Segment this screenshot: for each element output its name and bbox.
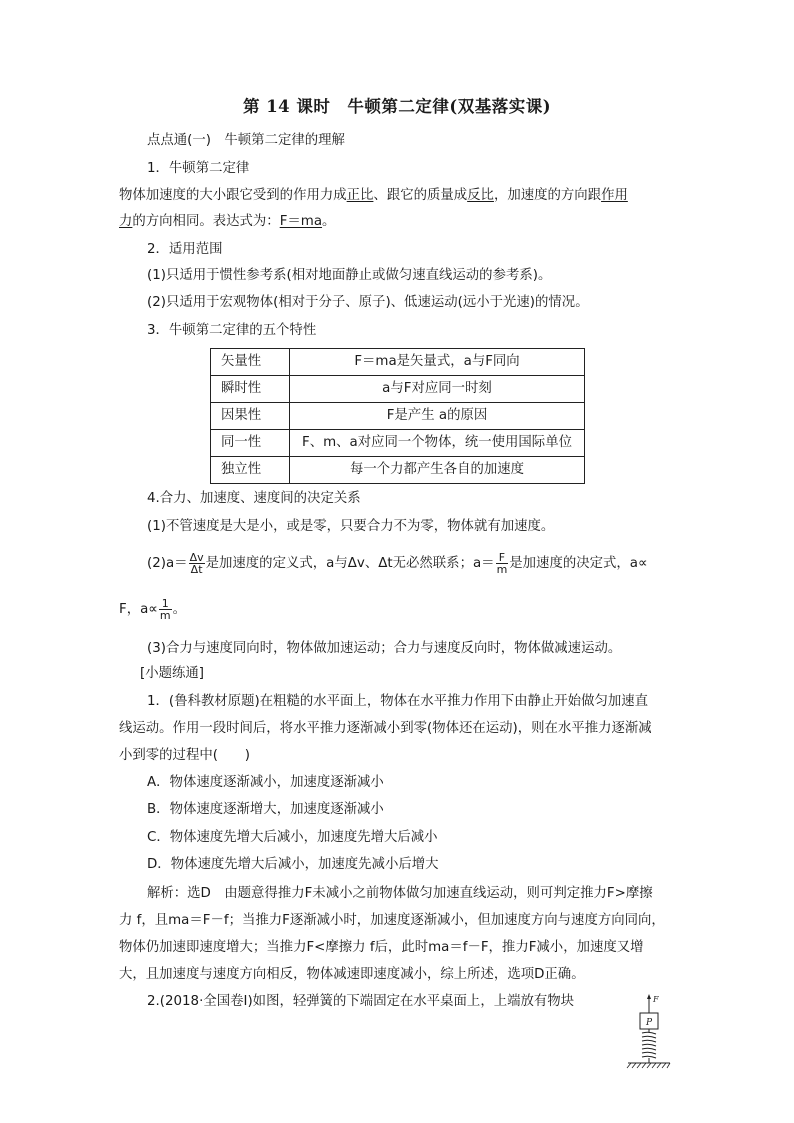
relation-2-line2: F，a∝ $\frac{1}{m}$ 。 (119, 596, 186, 622)
trait-name: 独立性 (211, 457, 290, 484)
spring-block-figure (626, 993, 672, 1079)
section-heading: 点点通(一) 牛顿第二定律的理解 (147, 133, 345, 148)
practice-heading: [小题练通] (140, 666, 205, 681)
table-row (211, 403, 585, 430)
option-c: C．物体速度先增大后减小，加速度先增大后减小 (147, 830, 438, 845)
page-title: 第 14 课时 牛顿第二定律(双基落实课) (242, 97, 552, 116)
analysis-line: 力 f，且ma＝F－f；当推力F逐渐减小时，加速度逐渐减小，但加速度方向与速度方向同向， (119, 913, 665, 928)
arrow-head-icon (647, 994, 651, 999)
trait-desc: 每一个力都产生各自的加速度 (290, 457, 585, 484)
trait-desc: F、m、a对应同一个物体，统一使用国际单位 (290, 430, 585, 457)
blank-answer: 作用 (601, 188, 628, 203)
table-row (211, 457, 585, 484)
trait-desc: F＝ma是矢量式，a与F同向 (290, 349, 585, 376)
table-row (211, 430, 585, 457)
traits-table (210, 348, 585, 484)
trait-desc: F是产生 a的原因 (290, 403, 585, 430)
spring-coil (642, 1029, 656, 1063)
scope-item-1: (1)只适用于惯性参考系(相对地面静止或做匀速直线运动的参考系)。 (147, 268, 552, 283)
law-statement-line1: 物体加速度的大小跟它受到的作用力成正比、跟它的质量成反比，加速度的方向跟作用 (119, 188, 628, 203)
question-1-line: 1．(鲁科教材原题)在粗糙的水平面上，物体在水平推力作用下由静止开始做匀加速直 (147, 694, 649, 709)
question-2-line: 2.(2018·全国卷Ⅰ)如图，轻弹簧的下端固定在水平桌面上，上端放有物块 (147, 994, 575, 1009)
blank-answer: 正比 (346, 188, 374, 203)
force-label: F (653, 995, 659, 1004)
question-1-line: 小到零的过程中( ) (119, 748, 250, 763)
trait-name: 因果性 (211, 403, 290, 430)
fraction-1-over-m: $\frac{1}{m}$ (159, 596, 171, 622)
surface-hatching (627, 1063, 670, 1068)
question-1-line: 线运动。作用一段时间后，将水平推力逐渐减小到零(物体还在运动)，则在水平推力逐渐减 (119, 721, 652, 736)
scope-item-2: (2)只适用于宏观物体(相对于分子、原子)、低速运动(远小于光速)的情况。 (147, 295, 589, 310)
relation-3: (3)合力与速度同向时，物体做加速运动；合力与速度反向时，物体做减速运动。 (147, 641, 622, 656)
table-row (211, 376, 585, 403)
fraction-delta-v-over-delta-t: $\frac{\Delta v}{\Delta t}$ (189, 550, 204, 576)
analysis-line: 大，且加速度与速度方向相反，物体减速即速度减小，综上所述，选项D正确。 (119, 967, 585, 982)
table-row (211, 349, 585, 376)
relation-2-line1: (2)a＝ $\frac{\Delta v}{\Delta t}$ 是加速度的定义式，a与Δv、Δt无必然联系；a＝ $\frac{F}{m}$ 是加速度的决定式，a∝ (147, 550, 648, 576)
option-b: B．物体速度逐渐增大，加速度逐渐减小 (147, 802, 384, 817)
trait-desc: a与F对应同一时刻 (290, 376, 585, 403)
block-label: P (646, 1018, 653, 1028)
trait-name: 矢量性 (211, 349, 290, 376)
subheading-traits: 3．牛顿第二定律的五个特性 (147, 323, 317, 338)
option-d: D．物体速度先增大后减小，加速度先减小后增大 (147, 857, 439, 872)
subheading-scope: 2．适用范围 (147, 242, 223, 257)
blank-answer: 反比 (467, 188, 494, 203)
subheading-law: 1．牛顿第二定律 (147, 161, 250, 176)
law-statement-line2: 力的方向相同。表达式为：F＝ma。 (119, 214, 336, 229)
trait-name: 瞬时性 (211, 376, 290, 403)
option-a: A．物体速度逐渐减小，加速度逐渐减小 (147, 775, 384, 790)
analysis-line: 物体仍加速即速度增大；当推力F<摩擦力 f后，此时ma＝f－F，推力F减小，加速度又增 (119, 940, 644, 955)
formula: F＝ma (279, 214, 323, 229)
fraction-f-over-m: $\frac{F}{m}$ (496, 550, 508, 576)
relation-1: (1)不管速度是大是小，或是零，只要合力不为零，物体就有加速度。 (147, 519, 555, 534)
analysis-line: 解析：选D 由题意得推力F未减小之前物体做匀加速直线运动，则可判定推力F>摩擦 (147, 886, 653, 901)
blank-answer: 力 (119, 214, 133, 229)
trait-name: 同一性 (211, 430, 290, 457)
subheading-relations: 4.合力、加速度、速度间的决定关系 (147, 491, 361, 506)
